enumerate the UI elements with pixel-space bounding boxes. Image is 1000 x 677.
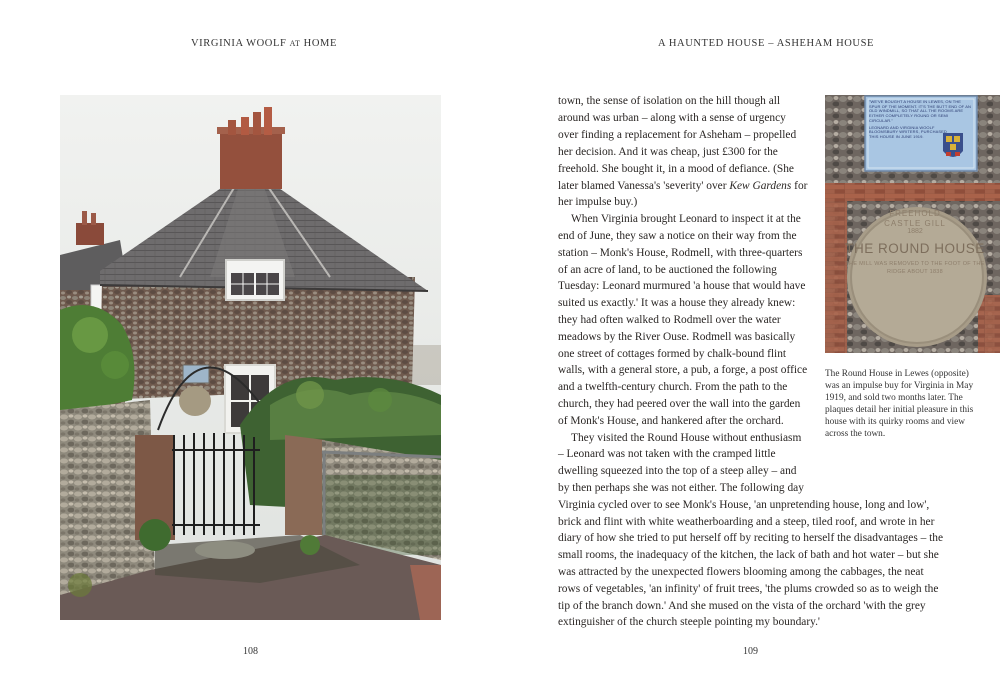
round-house-photo xyxy=(60,95,441,620)
body-line: dwelling squeezed into the top of a steep alley – and xyxy=(558,465,797,477)
body-line: one street of cottages formed by chalk-bound flint xyxy=(558,348,787,360)
body-line: was attracted by the unexpected flowers blooming among the cabbages, the neat xyxy=(558,566,924,578)
body-line: They visited the Round House without enthusiasm xyxy=(571,432,802,444)
running-head-left-small: AT xyxy=(289,39,301,48)
body-line: of Monk's House, and hankered after the orchard. xyxy=(558,415,784,427)
round-stone-text xyxy=(845,209,985,276)
body-line: small rooms, the inadequacy of the kitchen, the lack of bath and hot water – but she xyxy=(558,549,939,561)
body-line: of an acre of land, to be auctioned the following xyxy=(558,264,777,276)
page-number-right: 109 xyxy=(743,646,758,657)
body-line: and a twelfth-century church. From the path to the xyxy=(558,381,788,393)
body-line: freehold. She bought it, in a mood of defiance. (She xyxy=(558,163,794,175)
body-line: her decision. And it was cheap, just £300 for the xyxy=(558,146,778,158)
body-line-with-italic xyxy=(558,179,807,193)
body-line: by then perhaps she was not either. The following day xyxy=(558,482,804,494)
body-line: over finding a replacement for Asheham – propelled xyxy=(558,129,797,141)
photo-caption: The Round House in Lewes (opposite) was an impulse buy for Virginia in May 1919, and sold two months later. The plaques detail her initial pleasure in this house with its quirky rooms and view across the town. xyxy=(825,369,974,439)
stone-line-4: THE ROUND HOUSE xyxy=(845,241,985,256)
body-line: tip of the branch down.' And she mused on the vista of the orchard 'with the grey xyxy=(558,600,926,612)
body-line: meadows by the River Ouse. Rodmell was basically xyxy=(558,331,796,343)
body-line: rows of vegetables, 'an infinity' of fruit trees, 'the plums crowded so as to weigh the xyxy=(558,583,939,595)
body-line: brick and flint with white weatherboarding and a steep, tiled roof, and wrote in her xyxy=(558,516,935,528)
blue-plaque-text xyxy=(869,100,973,167)
body-line: her impulse buy.) xyxy=(558,196,638,208)
body-line: end of June, they saw a notice on their way from the xyxy=(558,230,797,242)
body-line: Tuesday: Leonard murmured 'a house that would have xyxy=(558,280,806,292)
page-number-left: 108 xyxy=(243,646,258,657)
body-line: When Virginia brought Leonard to inspect it at the xyxy=(571,213,801,225)
running-head-right: A HAUNTED HOUSE – ASHEHAM HOUSE xyxy=(658,38,875,49)
stone-line-1: FREEHOLD xyxy=(889,209,941,218)
stone-line-3: 1882 xyxy=(907,228,923,235)
blue-plaque-attribution: LEONARD AND VIRGINIA WOOLF BLOOMSBURY WRITERS, PURCHASED THIS HOUSE IN JUNE 1919. xyxy=(869,124,947,139)
italic-title: Kew Gardens xyxy=(729,180,792,192)
body-line: church, they had peered over the wall into the garden xyxy=(558,398,801,410)
body-line-tail: for xyxy=(791,180,808,192)
running-head-left-main: VIRGINIA WOOLF xyxy=(191,38,287,49)
body-line: they had often walked to Rodmell over the water xyxy=(558,314,781,326)
body-line: – Leonard was not taken with the cramped little xyxy=(558,448,776,460)
body-line: walls, with a general store, a pub, a forge, a post office xyxy=(558,364,808,376)
stone-line-5: THE MILL WAS REMOVED TO THE FOOT OF THE RIDGE ABOUT 1838 xyxy=(845,261,985,275)
body-line: station – Monk's House, Rodmell, with three-quarters xyxy=(558,247,803,259)
body-line: suited us exactly.' It was a house they already knew: xyxy=(558,297,796,309)
body-line: extinguisher of the church steeple pointing my boundary.' xyxy=(558,616,820,628)
body-line: Virginia cycled over to see Monk's House, 'an unpretending house, long and low', xyxy=(558,499,930,511)
body-line: town, the sense of isolation on the hill though all xyxy=(558,95,781,107)
body-line: diary of how she tried to put herself off by reciting to herself the disadvantages – the xyxy=(558,532,944,544)
running-head-left xyxy=(191,38,337,49)
running-head-left-end: HOME xyxy=(303,38,337,49)
blue-plaque-quote: "WE'VE BOUGHT A HOUSE IN LEWES, ON THE SPUR OF THE MOMENT. IT'S THE BUTT END OF AN OLD WINDMILL, SO THAT ALL THE ROOMS ARE EITHER COMPLETELY ROUND OR SEMI CIRCULAR." xyxy=(869,100,971,123)
body-line: around was urban – along with a sense of urgency xyxy=(558,112,786,124)
stone-line-2: CASTLE GILL xyxy=(884,219,946,228)
plaques-photo xyxy=(825,95,1000,353)
body-line-text: later blamed Vanessa's 'severity' over xyxy=(558,180,730,192)
